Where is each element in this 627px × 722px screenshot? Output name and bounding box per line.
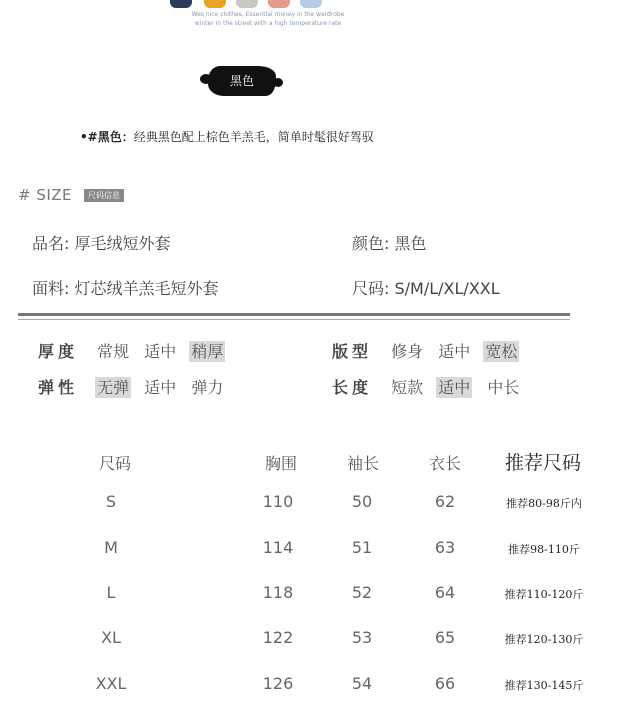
product-color-label: 颜色: — [352, 234, 390, 253]
table-cell-recommend: 推荐110-120斤 — [504, 588, 584, 601]
table-cell-sleeve: 53 — [351, 628, 373, 647]
attr-length-opt-1-selected: 适中 — [438, 378, 471, 397]
attr-fit-label: 版型 — [332, 342, 373, 361]
table-cell-length: 62 — [434, 492, 456, 511]
attr-length — [332, 375, 519, 398]
attr-elasticity-label: 弹性 — [38, 378, 79, 397]
attr-length-opt-2: 中长 — [487, 378, 520, 397]
color-desc-text: 经典黑色配上棕色羊羔毛，简单时髦很好驾驭 — [133, 130, 374, 144]
table-cell-size: S — [105, 492, 117, 511]
attr-thickness-opt-1: 适中 — [144, 342, 177, 361]
table-cell-chest: 126 — [262, 674, 294, 693]
table-cell-length: 63 — [434, 538, 456, 557]
table-cell-chest: 118 — [262, 583, 294, 602]
table-cell-sleeve: 52 — [351, 583, 373, 602]
product-size-value: S/M/L/XL/XXL — [394, 279, 500, 298]
size-section-tag: 尺码信息 — [84, 189, 124, 202]
table-cell-chest: 110 — [262, 492, 294, 511]
product-name-label: 品名: — [32, 234, 70, 253]
table-header-length: 衣长 — [428, 454, 461, 473]
table-cell-size: XL — [101, 628, 121, 647]
table-header-size: 尺码 — [98, 454, 131, 473]
attr-thickness-opt-0: 常规 — [97, 342, 130, 361]
attr-elasticity-opt-0-selected: 无弹 — [97, 378, 130, 397]
table-cell-sleeve: 50 — [351, 492, 373, 511]
attr-length-label: 长度 — [332, 378, 373, 397]
product-fabric — [32, 276, 219, 299]
attr-thickness-label: 厚度 — [38, 342, 79, 361]
product-image-card — [18, 0, 478, 208]
table-cell-recommend: 推荐80-98斤内 — [506, 497, 582, 510]
product-fabric-label: 面料: — [32, 279, 70, 298]
swatch-pink — [268, 0, 290, 8]
divider-thick — [18, 313, 570, 316]
attr-fit-opt-2-selected: 宽松 — [485, 342, 518, 361]
attr-fit — [332, 339, 519, 362]
attr-elasticity-opt-1: 适中 — [144, 378, 177, 397]
color-description — [80, 128, 374, 145]
table-header-recommend: 推荐尺码 — [504, 452, 581, 474]
product-name-value: 厚毛绒短外套 — [74, 234, 171, 253]
color-badge: 黑色 — [208, 66, 276, 96]
attr-elasticity-opt-2: 弹力 — [191, 378, 224, 397]
product-color — [352, 231, 427, 254]
swatch-yellow — [204, 0, 226, 8]
table-header-sleeve: 袖长 — [346, 454, 379, 473]
table-cell-length: 65 — [434, 628, 456, 647]
table-cell-length: 64 — [434, 583, 456, 602]
table-cell-recommend: 推荐120-130斤 — [504, 633, 584, 646]
size-section-title: # SIZE — [18, 186, 73, 204]
table-cell-chest: 122 — [262, 628, 294, 647]
swatch-lightblue — [300, 0, 322, 8]
product-sizes — [352, 276, 500, 299]
color-desc-label: #黑色： — [87, 130, 134, 144]
attr-fit-opt-1: 适中 — [438, 342, 471, 361]
table-cell-length: 66 — [434, 674, 456, 693]
caption-line-2: winter in the street with a high temperature rate — [194, 20, 342, 27]
table-cell-sleeve: 54 — [351, 674, 373, 693]
attr-thickness-opt-2-selected: 稍厚 — [191, 342, 224, 361]
attr-thickness — [38, 339, 225, 362]
product-color-value: 黑色 — [394, 234, 427, 253]
table-cell-recommend: 推荐98-110斤 — [508, 543, 580, 556]
swatch-navy — [170, 0, 192, 8]
attr-length-opt-0: 短款 — [391, 378, 424, 397]
product-name — [32, 231, 171, 254]
table-header-chest: 胸围 — [264, 454, 297, 473]
table-cell-recommend: 推荐130-145斤 — [504, 679, 584, 692]
table-cell-chest: 114 — [262, 538, 294, 557]
product-fabric-value: 灯芯绒羊羔毛短外套 — [74, 279, 219, 298]
product-size-label: 尺码: — [352, 279, 390, 298]
caption-line-1: Wes nice clothes, Essential money in the wardrobe — [191, 11, 345, 18]
table-cell-size: M — [104, 538, 118, 557]
swatch-gray — [236, 0, 258, 8]
table-cell-size: XXL — [95, 674, 127, 693]
table-cell-size: L — [106, 583, 116, 602]
table-cell-sleeve: 51 — [351, 538, 373, 557]
attr-fit-opt-0: 修身 — [391, 342, 424, 361]
divider-thin — [18, 319, 570, 320]
attr-elasticity — [38, 375, 223, 398]
bullet: • — [80, 130, 88, 144]
